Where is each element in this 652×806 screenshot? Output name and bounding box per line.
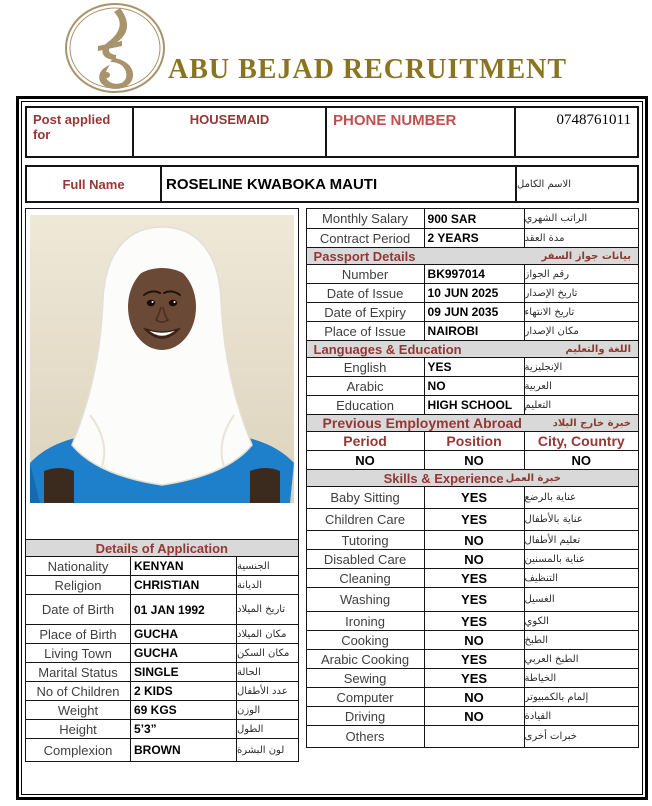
- field-label: English: [343, 359, 387, 375]
- employment-city-country-value: NO: [524, 451, 638, 469]
- phone-number-value: 0748761011: [514, 108, 637, 156]
- applicant-details-table: [25, 208, 299, 762]
- form-frame: [16, 96, 648, 800]
- previous-employment-header: [307, 414, 638, 431]
- row-others: [307, 725, 638, 747]
- field-value: NAIROBI: [424, 322, 524, 340]
- field-label-arabic: الديانة: [236, 576, 298, 594]
- field-value: 900 SAR: [424, 209, 524, 228]
- full-name-label-arabic: الاسم الكامل: [515, 167, 637, 201]
- employment-col-city-country: City, Country: [524, 432, 638, 450]
- field-label-arabic: تاريخ الإصدار: [524, 284, 638, 302]
- page-title: ABU BEJAD RECRUITMENT: [168, 54, 568, 85]
- field-label: Date of Expiry: [324, 304, 406, 320]
- field-label: Complexion: [43, 742, 113, 758]
- field-label-arabic: مكان الميلاد: [236, 625, 298, 643]
- languages-education-header: [307, 340, 638, 357]
- row-height: [26, 719, 298, 738]
- applicant-photo-cell: [26, 209, 298, 539]
- employment-col-period: Period: [343, 433, 387, 449]
- field-label-arabic: القيادة: [524, 707, 638, 725]
- field-label-arabic: الخياطة: [524, 669, 638, 687]
- field-label-arabic: لون البشرة: [236, 739, 298, 761]
- field-label: Nationality: [47, 558, 109, 574]
- field-label: Number: [341, 266, 389, 282]
- row-nationality: [26, 556, 298, 575]
- row-arabic: [307, 376, 638, 395]
- row-driving: [307, 706, 638, 725]
- page-header: [0, 0, 652, 97]
- row-living-town: [26, 643, 298, 662]
- field-value: YES: [424, 569, 524, 587]
- full-name-value: ROSELINE KWABOKA MAUTI: [160, 167, 515, 201]
- field-label-arabic: عناية بالرضع: [524, 487, 638, 508]
- row-baby-sitting: [307, 486, 638, 508]
- field-label-arabic: الطبخ العربي: [524, 650, 638, 668]
- field-label-arabic: مكان السكن: [236, 644, 298, 662]
- row-contract-period: [307, 228, 638, 247]
- field-label-arabic: التنظيف: [524, 569, 638, 587]
- employment-col-position: Position: [424, 432, 524, 450]
- row-cleaning: [307, 568, 638, 587]
- post-phone-row: [25, 106, 639, 158]
- field-value: HIGH SCHOOL: [424, 396, 524, 414]
- row-date-of-expiry: [307, 302, 638, 321]
- full-name-row: [25, 165, 639, 203]
- full-name-label: Full Name: [62, 176, 125, 192]
- field-value: [424, 726, 524, 747]
- field-value: BK997014: [424, 265, 524, 283]
- brand-logo-icon: [62, 1, 168, 95]
- row-complexion: [26, 738, 298, 761]
- skills-experience-title-arabic: خبرة العمل: [505, 472, 561, 484]
- field-label: Disabled Care: [323, 551, 407, 567]
- row-washing: [307, 587, 638, 611]
- row-weight: [26, 700, 298, 719]
- row-children-care: [307, 508, 638, 530]
- employment-period-value: NO: [355, 452, 375, 468]
- row-no-of-children: [26, 681, 298, 700]
- field-label: Ironing: [345, 613, 385, 629]
- languages-education-title-arabic: اللغة والتعليم: [565, 343, 631, 355]
- previous-employment-title-arabic: خبرة خارج البلاد: [552, 417, 631, 429]
- field-label-arabic: تاريخ الميلاد: [236, 595, 298, 624]
- field-label: Others: [345, 729, 385, 744]
- field-value: GUCHA: [130, 644, 236, 662]
- field-label-arabic: الوزن: [236, 701, 298, 719]
- field-value: 09 JUN 2035: [424, 303, 524, 321]
- field-value: 2 KIDS: [130, 682, 236, 700]
- field-value: YES: [424, 669, 524, 687]
- field-label: Arabic: [346, 378, 384, 394]
- field-value: YES: [424, 509, 524, 530]
- field-value: YES: [424, 650, 524, 668]
- field-label-arabic: إلمام بالكمبيوتر: [524, 688, 638, 706]
- field-label-arabic: الإنجليزية: [524, 358, 638, 376]
- field-value: SINGLE: [130, 663, 236, 681]
- row-arabic-cooking: [307, 649, 638, 668]
- field-label: Date of Birth: [41, 602, 115, 617]
- row-date-of-birth: [26, 594, 298, 624]
- row-sewing: [307, 668, 638, 687]
- passport-details-title: Passport Details: [313, 248, 416, 264]
- field-value: YES: [424, 358, 524, 376]
- field-label: Monthly Salary: [322, 211, 409, 226]
- field-label-arabic: العربية: [524, 377, 638, 395]
- passport-details-title-arabic: بيانات جواز السفر: [541, 250, 631, 262]
- employment-position-value: NO: [424, 451, 524, 469]
- post-applied-label: Post applied for: [33, 112, 111, 142]
- field-label-arabic: الغسيل: [524, 588, 638, 611]
- field-label-arabic: عناية بالأطفال: [524, 509, 638, 530]
- field-value: 69 KGS: [130, 701, 236, 719]
- field-label-arabic: خبرات أخرى: [524, 726, 638, 747]
- field-label: Education: [336, 397, 394, 413]
- field-value: 01 JAN 1992: [130, 595, 236, 624]
- phone-number-label: PHONE NUMBER: [325, 108, 514, 156]
- row-marital-status: [26, 662, 298, 681]
- field-value: YES: [424, 612, 524, 630]
- field-label-arabic: الطبخ: [524, 631, 638, 649]
- field-label: Washing: [339, 592, 391, 607]
- field-label-arabic: التعليم: [524, 396, 638, 414]
- field-value: CHRISTIAN: [130, 576, 236, 594]
- row-place-of-birth: [26, 624, 298, 643]
- field-label: Arabic Cooking: [320, 651, 410, 667]
- field-value: 2 YEARS: [424, 229, 524, 247]
- field-label: Tutoring: [341, 532, 389, 548]
- field-label-arabic: الطول: [236, 720, 298, 738]
- field-value: NO: [424, 688, 524, 706]
- field-label: Height: [59, 721, 97, 737]
- field-label: Religion: [54, 577, 102, 593]
- row-ironing: [307, 611, 638, 630]
- field-label: Driving: [344, 708, 386, 724]
- row-passport-number: [307, 264, 638, 283]
- post-applied-value: HOUSEMAID: [132, 108, 325, 156]
- field-value: NO: [424, 377, 524, 395]
- previous-employment-title: Previous Employment Abroad: [322, 415, 522, 431]
- field-label: Place of Birth: [39, 626, 117, 642]
- row-tutoring: [307, 530, 638, 549]
- field-value: 10 JUN 2025: [424, 284, 524, 302]
- skills-experience-header: [307, 469, 638, 486]
- field-label-arabic: الجنسية: [236, 557, 298, 575]
- field-value: NO: [424, 631, 524, 649]
- row-cooking: [307, 630, 638, 649]
- field-label: Date of Issue: [326, 285, 404, 301]
- field-label-arabic: رقم الجواز: [524, 265, 638, 283]
- details-of-application-header: [26, 539, 298, 556]
- field-value: YES: [424, 487, 524, 508]
- field-label-arabic: الراتب الشهري: [524, 209, 638, 228]
- employment-values-row: [307, 450, 638, 469]
- details-of-application-title: Details of Application: [95, 540, 228, 556]
- field-value: GUCHA: [130, 625, 236, 643]
- field-label-arabic: مدة العقد: [524, 229, 638, 247]
- applicant-profile-table: [306, 208, 639, 748]
- row-computer: [307, 687, 638, 706]
- field-label: Living Town: [44, 645, 112, 661]
- skills-experience-title: Skills & Experience: [383, 470, 504, 486]
- field-label-arabic: مكان الإصدار: [524, 322, 638, 340]
- row-religion: [26, 575, 298, 594]
- field-value: KENYAN: [130, 557, 236, 575]
- field-label-arabic: عدد الأطفال: [236, 682, 298, 700]
- field-label: Sewing: [343, 670, 387, 686]
- row-disabled-care: [307, 549, 638, 568]
- content-columns: [25, 208, 639, 762]
- field-value: NO: [424, 707, 524, 725]
- row-english: [307, 357, 638, 376]
- field-label: Weight: [57, 702, 99, 718]
- field-label: Contract Period: [319, 230, 411, 246]
- applicant-photo: [30, 215, 294, 503]
- row-monthly-salary: [307, 209, 638, 228]
- field-label: Children Care: [324, 512, 406, 527]
- field-value: YES: [424, 588, 524, 611]
- field-label: Marital Status: [38, 664, 118, 680]
- field-value: 5’3”: [130, 720, 236, 738]
- row-education: [307, 395, 638, 414]
- field-value: NO: [424, 531, 524, 549]
- field-label: Baby Sitting: [330, 490, 400, 505]
- languages-education-title: Languages & Education: [313, 341, 462, 357]
- form-frame-inner: [21, 101, 643, 795]
- field-label-arabic: الكوي: [524, 612, 638, 630]
- field-label-arabic: الحالة: [236, 663, 298, 681]
- row-date-of-issue: [307, 283, 638, 302]
- field-label-arabic: تعليم الأطفال: [524, 531, 638, 549]
- field-label: Place of Issue: [324, 323, 406, 339]
- field-label: No of Children: [36, 683, 120, 699]
- field-label: Cooking: [341, 632, 389, 648]
- passport-details-header: [307, 247, 638, 264]
- field-label: Cleaning: [339, 570, 391, 586]
- field-label: Computer: [336, 689, 394, 705]
- field-label-arabic: عناية بالمسنين: [524, 550, 638, 568]
- row-place-of-issue: [307, 321, 638, 340]
- employment-columns-row: [307, 431, 638, 450]
- field-label-arabic: تاريخ الانتهاء: [524, 303, 638, 321]
- field-value: BROWN: [130, 739, 236, 761]
- field-value: NO: [424, 550, 524, 568]
